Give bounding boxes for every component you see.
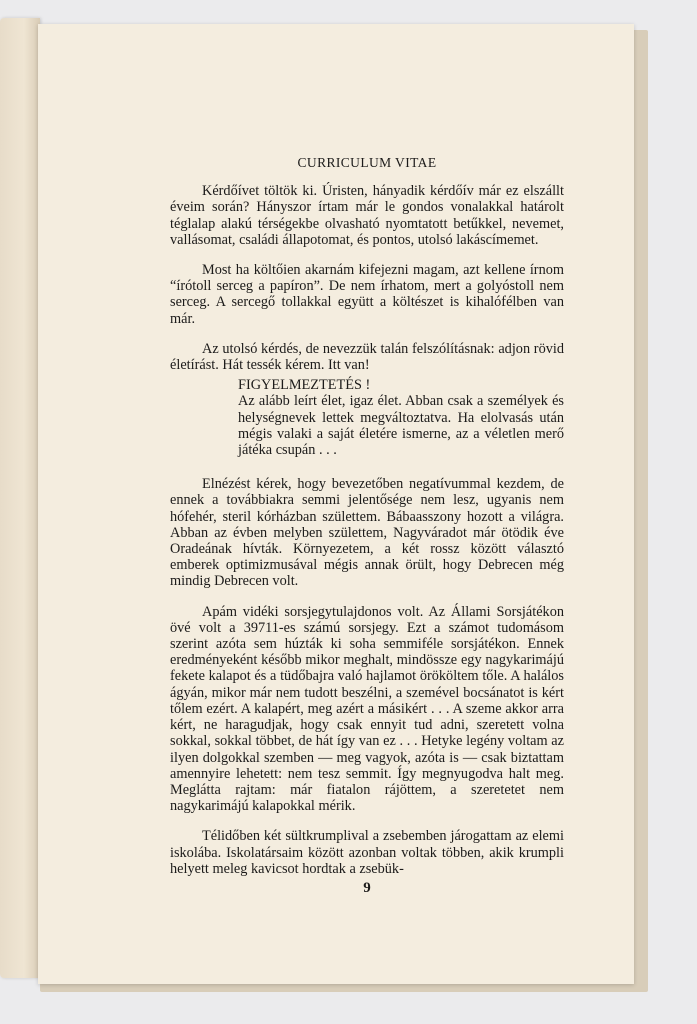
left-page-edge — [0, 18, 40, 978]
paragraph-2: Most ha költőien akarnám kifejezni magam, azt kellene írnom “írótoll serceg a papíron”. De nem írhatom, mert a golyóstoll nem serceg. A sercegő tollakkal együtt a költészet is kihalófélben van már. — [170, 262, 564, 327]
page-content — [170, 131, 564, 896]
book-page — [38, 24, 634, 984]
warning-text: Az alább leírt élet, igaz élet. Abban csak a személyek és helységnevek lettek megváltoztatva. Ha elolvasás után mégis valaki a saját életére ismerne, az a véletlen merő játéka csupán . . . — [238, 393, 564, 459]
paragraph-5: Apám vidéki sorsjegytulajdonos volt. Az Állami Sorsjátékon övé volt a 39711-es számú sorsjegy. Ezt a számot tudomásom szerint azóta sem húzták ki soha semmiféle sorsjátékon. Ennek eredményeként később mikor meghalt, mindössze egy nagykarimájú fekete kalapot és a tüdőbajra való hajlamot örököltem tőle. A halálos ágyán, mikor már nem tudott beszélni, a szemével bocsánatot is kért tőlem ezért. A kalapért, meg azért a másikért . . . A szeme akkor arra kért, ne haragudjak, hogy csak ennyit tud adni, szeretett volna sokkal, sokkal többet, de hát így van ez . . . Hetyke legény voltam az ilyen dolgokkal szemben — meg vagyok, azóta is — csak biztattam amennyire lehetett: nem tesz semmit. Így megnyugodva halt meg. Meglátta rajtam: már fiatalon rájöttem, a szeretetet nem nagykarimájú kalapokkal mérik. — [170, 603, 564, 815]
paragraph-1: Kérdőívet töltök ki. Úristen, hányadik kérdőív már ez elszállt éveim során? Hányszor írtam már le gondos vonalakkal határolt téglalap alakú térségekbe olvasható nyomtatott betűkkel, nevemet, vallásomat, családi állapotomat, és pontos, utolsó lakáscímemet. — [170, 183, 564, 248]
warning-heading: FIGYELMEZTETÉS ! — [238, 377, 371, 394]
paragraph-3: Az utolsó kérdés, de nevezzük talán felszólításnak: adjon rövid életírást. Hát tessék kérem. Itt van! — [170, 340, 564, 374]
paragraph-4: Elnézést kérek, hogy bevezetőben negatívummal kezdem, de ennek a továbbiakra semmi jelentősége nem lesz, ugyanis nem hófehér, steril kórházban születtem. Bábaasszony hozott a világra. Abban az évben melyben születtem, Nagyváradot már ötödik éve Oradeának hívták. Környezetem, a két rossz között választó emberek optimizmusával mégis annak örült, hogy Debrecen még mindig Debrecen volt. — [170, 476, 564, 590]
warning-block — [238, 377, 564, 458]
page-number: 9 — [363, 880, 371, 896]
chapter-title: CURRICULUM VITAE — [297, 155, 437, 170]
paragraph-6: Télidőben két sültkrumplival a zsebemben járogattam az elemi iskolába. Iskolatársaim között azonban voltak többen, akik krumpli helyett meleg kavicsot hordtak a zsebük- — [170, 828, 564, 877]
